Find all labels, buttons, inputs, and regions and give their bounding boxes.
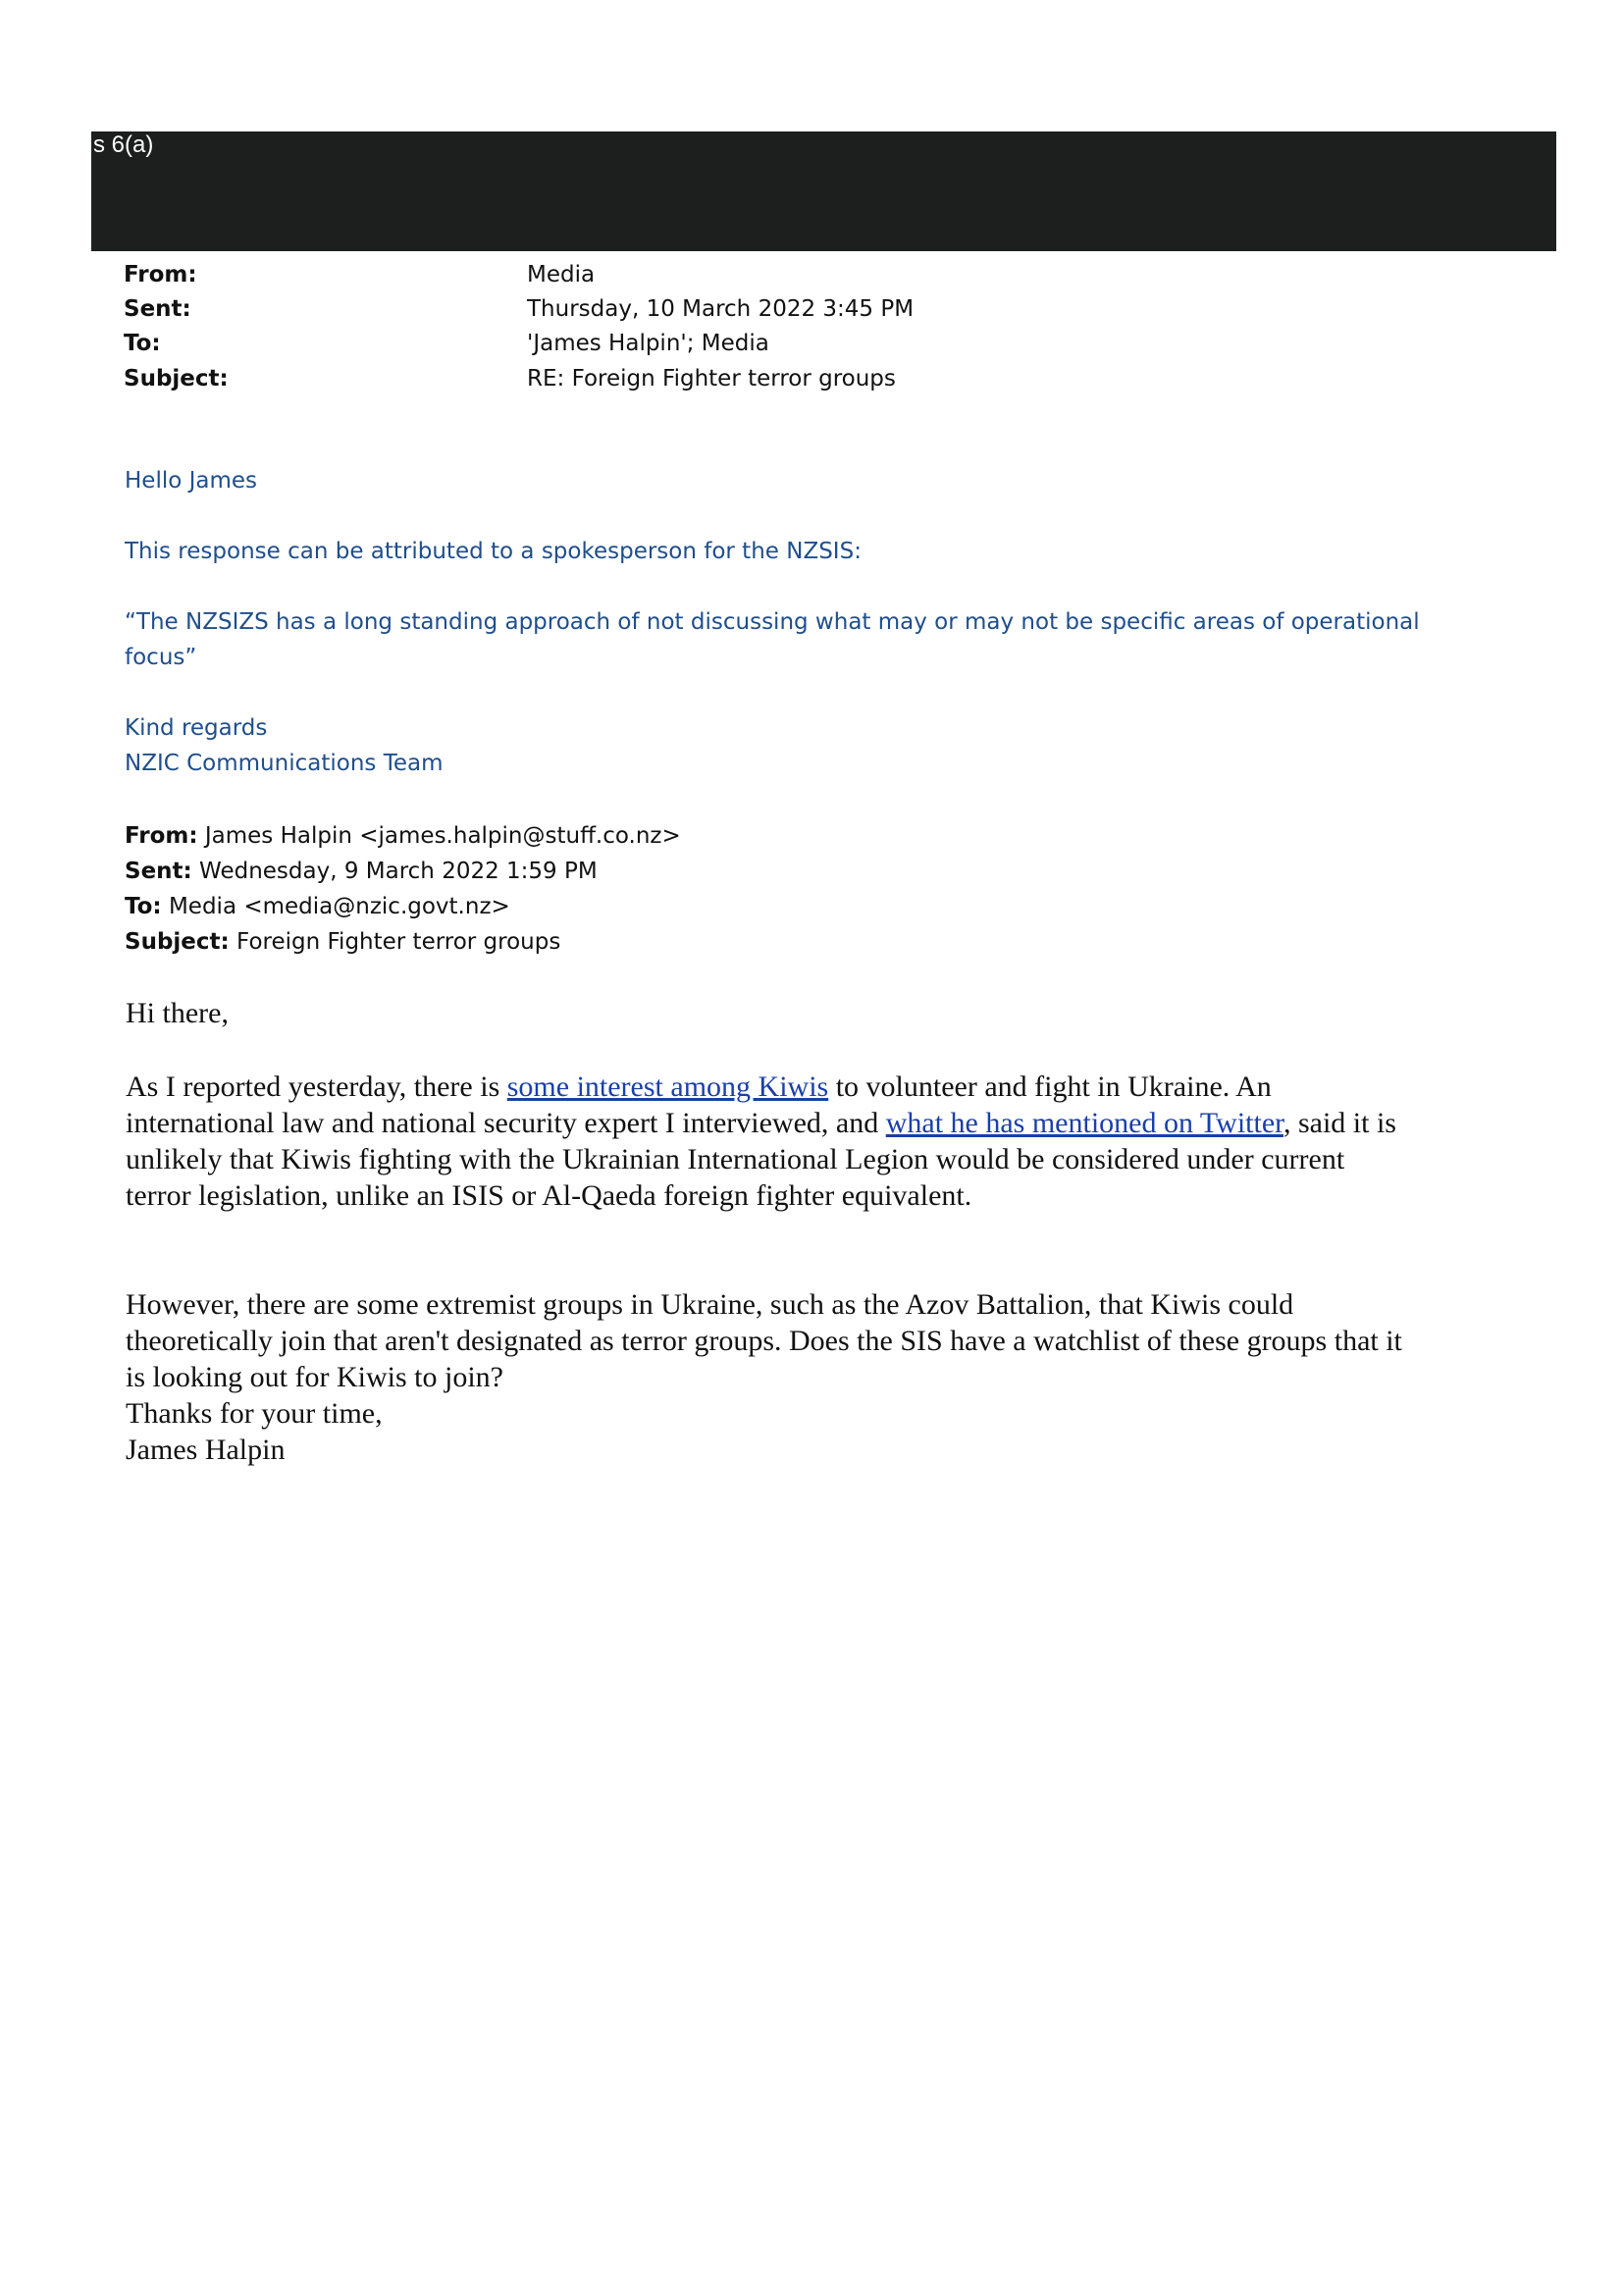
signature: James Halpin [126, 1434, 286, 1466]
header-from: From: Media [124, 262, 596, 287]
paragraph-line: is looking out for Kiwis to join? [126, 1361, 503, 1393]
closing: Thanks for your time, [126, 1397, 383, 1430]
paragraph-line: theoretically join that aren't designated as terror groups. Does the SIS have a watchlist of these groups that it [126, 1325, 1402, 1357]
link-twitter[interactable]: what he has mentioned on Twitter [885, 1107, 1283, 1139]
original-to: To: Media <media@nzic.govt.nz> [125, 894, 510, 919]
reply-attribution: This response can be attributed to a spokesperson for the NZSIS: [125, 539, 862, 564]
paragraph-line: However, there are some extremist groups in Ukraine, such as the Azov Battalion, that Kiwis could [126, 1288, 1294, 1321]
reply-team: NZIC Communications Team [125, 751, 444, 776]
reply-signoff: Kind regards [125, 715, 268, 741]
paragraph-line: unlikely that Kiwis fighting with the Ukrainian International Legion would be considered under current [126, 1143, 1345, 1175]
redaction-box [91, 131, 1556, 251]
header-to: To: 'James Halpin'; Media [124, 331, 769, 356]
original-sent: Sent: Wednesday, 9 March 2022 1:59 PM [125, 859, 598, 884]
original-subject: Subject: Foreign Fighter terror groups [125, 929, 561, 955]
reply-quote-line: “The NZSIZS has a long standing approach of not discussing what may or may not be specific areas of operational [125, 609, 1420, 635]
original-from: From: James Halpin <james.halpin@stuff.co.nz> [125, 823, 681, 849]
paragraph-line: international law and national security expert I interviewed, and what he has mentioned on Twitter, said it is [126, 1107, 1396, 1139]
header-subject: Subject: RE: Foreign Fighter terror groups [124, 366, 896, 391]
redaction-label: s 6(a) [93, 131, 154, 158]
header-sent: Sent: Thursday, 10 March 2022 3:45 PM [124, 296, 915, 322]
paragraph-line: As I reported yesterday, there is some interest among Kiwis to volunteer and fight in Ukraine. An [126, 1070, 1272, 1103]
link-some-interest-among-kiwis[interactable]: some interest among Kiwis [506, 1070, 829, 1103]
reply-quote-line: focus” [125, 645, 197, 670]
original-greeting: Hi there, [126, 997, 229, 1029]
paragraph-line: terror legislation, unlike an ISIS or Al-Qaeda foreign fighter equivalent. [126, 1179, 972, 1212]
reply-greeting: Hello James [125, 468, 258, 494]
